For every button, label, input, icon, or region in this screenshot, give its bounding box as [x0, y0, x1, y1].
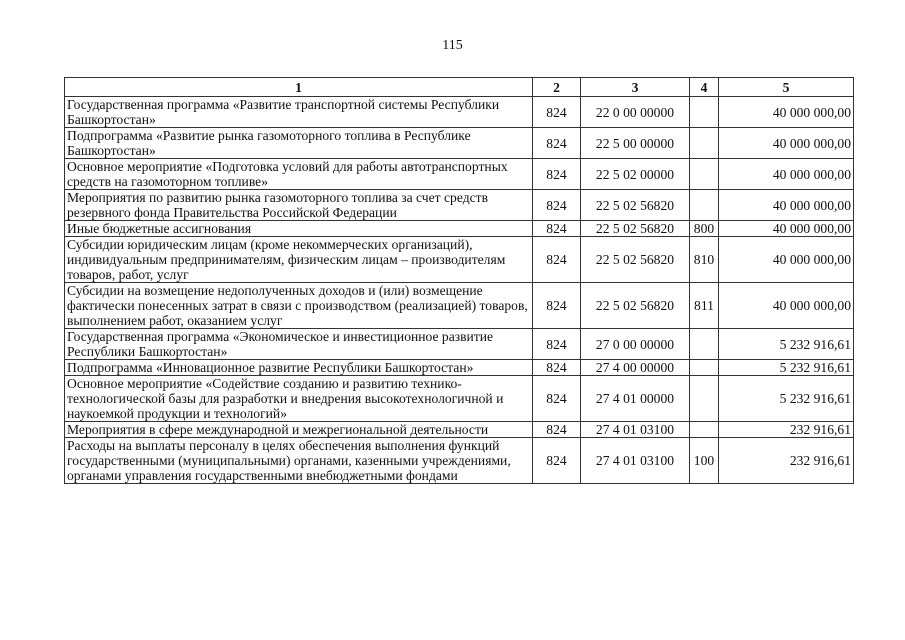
row-ved: 824 — [533, 283, 581, 329]
table-row — [65, 329, 854, 360]
row-csr: 27 0 00 00000 — [581, 329, 690, 360]
row-vr — [690, 329, 719, 360]
row-sum: 232 916,61 — [719, 438, 854, 484]
table-row — [65, 283, 854, 329]
table-row — [65, 128, 854, 159]
row-vr — [690, 422, 719, 438]
row-sum: 40 000 000,00 — [719, 237, 854, 283]
row-vr — [690, 190, 719, 221]
row-sum: 5 232 916,61 — [719, 360, 854, 376]
row-vr: 810 — [690, 237, 719, 283]
row-csr: 27 4 01 03100 — [581, 438, 690, 484]
table-row — [65, 159, 854, 190]
row-sum: 40 000 000,00 — [719, 128, 854, 159]
row-ved: 824 — [533, 128, 581, 159]
row-vr: 811 — [690, 283, 719, 329]
row-sum: 40 000 000,00 — [719, 221, 854, 237]
table-row — [65, 360, 854, 376]
row-vr — [690, 128, 719, 159]
column-header-sum: 5 — [719, 78, 854, 97]
row-vr — [690, 376, 719, 422]
row-name: Субсидии на возмещение недополученных доходов и (или) возмещение фактически понесенных затрат в связи с производством (реализацией) товаров, выполнением работ, оказанием услуг — [65, 283, 533, 329]
row-vr — [690, 159, 719, 190]
row-csr: 22 5 02 56820 — [581, 237, 690, 283]
row-sum: 5 232 916,61 — [719, 376, 854, 422]
table-row — [65, 422, 854, 438]
row-ved: 824 — [533, 97, 581, 128]
row-ved: 824 — [533, 221, 581, 237]
row-name: Государственная программа «Развитие транспортной системы Республики Башкортостан» — [65, 97, 533, 128]
row-ved: 824 — [533, 360, 581, 376]
column-header-vr: 4 — [690, 78, 719, 97]
row-vr — [690, 97, 719, 128]
column-header-csr: 3 — [581, 78, 690, 97]
row-name: Расходы на выплаты персоналу в целях обеспечения выполнения функций государственными (муниципальными) органами, казенными учреждениями, органами управления государственными внебюджетными фондами — [65, 438, 533, 484]
table-row — [65, 190, 854, 221]
row-csr: 27 4 01 00000 — [581, 376, 690, 422]
row-ved: 824 — [533, 329, 581, 360]
table-row — [65, 97, 854, 128]
row-csr: 22 0 00 00000 — [581, 97, 690, 128]
row-name: Подпрограмма «Инновационное развитие Республики Башкортостан» — [65, 360, 533, 376]
row-ved: 824 — [533, 376, 581, 422]
row-name: Основное мероприятие «Подготовка условий для работы автотранспортных средств на газомоторном топливе» — [65, 159, 533, 190]
row-name: Подпрограмма «Развитие рынка газомоторного топлива в Республике Башкортостан» — [65, 128, 533, 159]
row-name: Мероприятия по развитию рынка газомоторного топлива за счет средств резервного фонда Правительства Российской Федерации — [65, 190, 533, 221]
row-sum: 40 000 000,00 — [719, 159, 854, 190]
row-sum: 5 232 916,61 — [719, 329, 854, 360]
column-header-ved: 2 — [533, 78, 581, 97]
column-header-name: 1 — [65, 78, 533, 97]
row-sum: 40 000 000,00 — [719, 190, 854, 221]
row-csr: 22 5 02 56820 — [581, 190, 690, 221]
row-sum: 40 000 000,00 — [719, 283, 854, 329]
row-csr: 27 4 01 03100 — [581, 422, 690, 438]
row-csr: 22 5 02 56820 — [581, 283, 690, 329]
row-csr: 22 5 00 00000 — [581, 128, 690, 159]
row-name: Основное мероприятие «Содействие созданию и развитию технико-технологической базы для разработки и внедрения высокотехнологичной и наукоемкой продукции и технологий» — [65, 376, 533, 422]
table-row — [65, 237, 854, 283]
table-row — [65, 438, 854, 484]
row-name: Мероприятия в сфере международной и межрегиональной деятельности — [65, 422, 533, 438]
row-name: Иные бюджетные ассигнования — [65, 221, 533, 237]
row-sum: 232 916,61 — [719, 422, 854, 438]
table-row — [65, 221, 854, 237]
row-csr: 22 5 02 56820 — [581, 221, 690, 237]
row-sum: 40 000 000,00 — [719, 97, 854, 128]
row-csr: 22 5 02 00000 — [581, 159, 690, 190]
row-ved: 824 — [533, 438, 581, 484]
row-csr: 27 4 00 00000 — [581, 360, 690, 376]
row-ved: 824 — [533, 190, 581, 221]
table-header-row — [65, 78, 854, 97]
row-vr — [690, 360, 719, 376]
row-name: Субсидии юридическим лицам (кроме некоммерческих организаций), индивидуальным предпринимателям, физическим лицам – производителям товаров, работ, услуг — [65, 237, 533, 283]
page-number: 115 — [442, 38, 463, 53]
budget-table — [64, 77, 854, 484]
row-ved: 824 — [533, 237, 581, 283]
row-name: Государственная программа «Экономическое и инвестиционное развитие Республики Башкортостан» — [65, 329, 533, 360]
row-ved: 824 — [533, 422, 581, 438]
table-row — [65, 376, 854, 422]
row-vr: 100 — [690, 438, 719, 484]
row-ved: 824 — [533, 159, 581, 190]
row-vr: 800 — [690, 221, 719, 237]
